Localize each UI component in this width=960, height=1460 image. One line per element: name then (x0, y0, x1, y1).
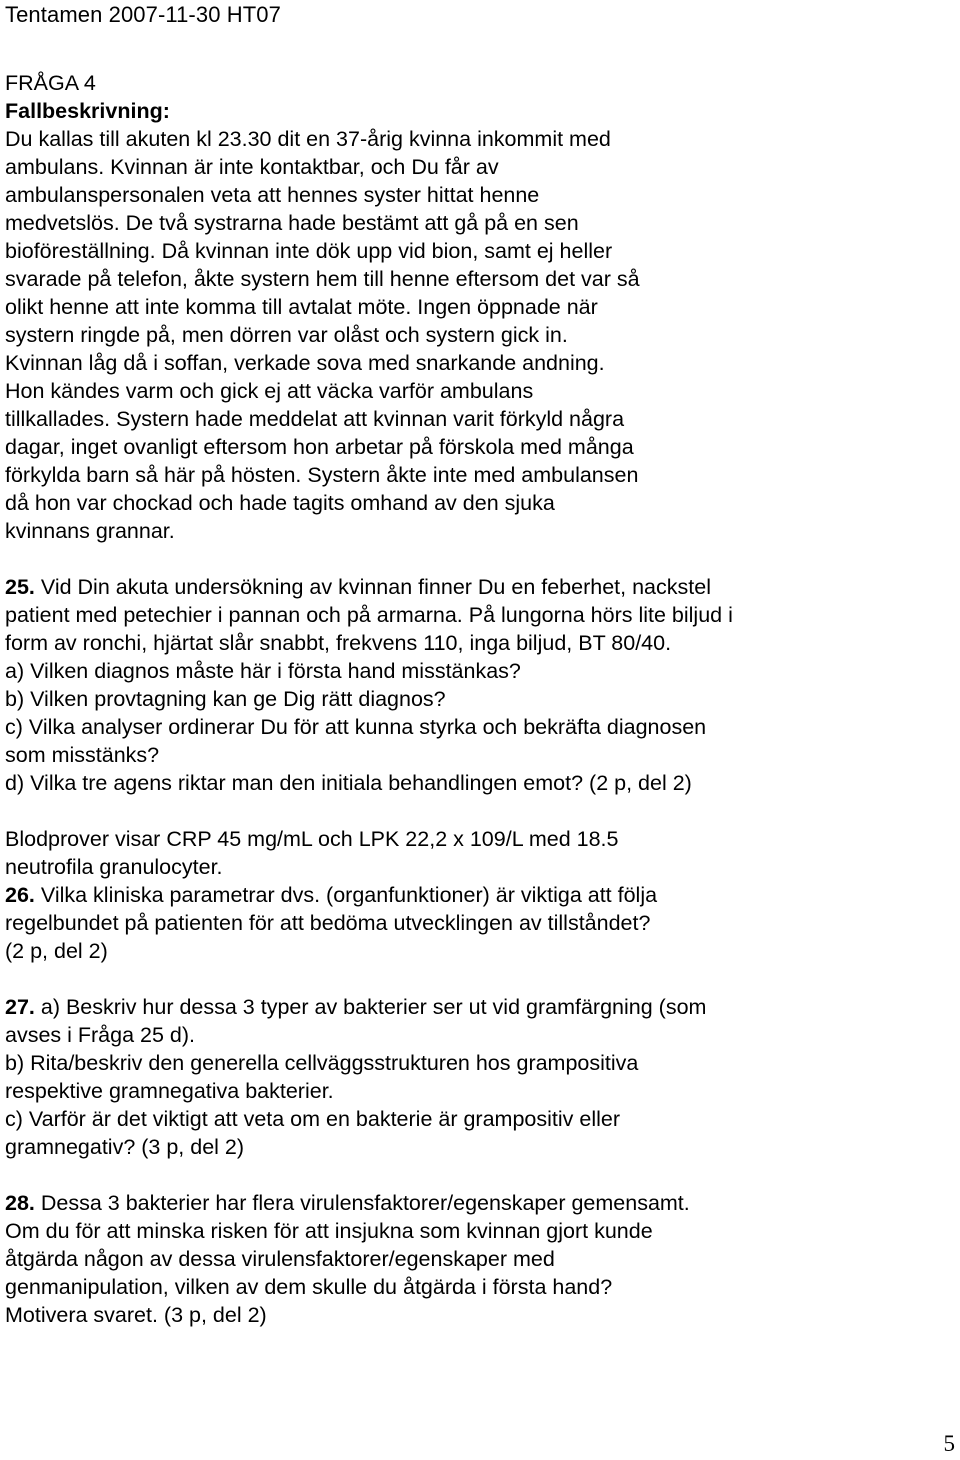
spacer (5, 1161, 945, 1189)
question-26-text: Vilka kliniska parametrar dvs. (organfunktioner) är viktiga att följa (34, 883, 658, 907)
spacer (5, 965, 945, 993)
case-line: ambulanspersonalen veta att hennes syster hittat henne (5, 183, 540, 207)
question-line: gramnegativ? (3 p, del 2) (5, 1135, 245, 1159)
question-line: respektive gramnegativa bakterier. (5, 1079, 334, 1103)
question-27-text: a) Beskriv hur dessa 3 typer av bakterier ser ut vid gramfärgning (som (34, 995, 707, 1019)
question-line: Om du för att minska risken för att insjukna som kvinnan gjort kunde (5, 1219, 653, 1243)
question-line: som misstänks? (5, 743, 160, 767)
question-27-first-line (5, 993, 945, 1021)
question-25 (5, 573, 945, 797)
spacer (5, 545, 945, 573)
case-heading (5, 97, 945, 125)
question-line: c) Vilka analyser ordinerar Du för att kunna styrka och bekräfta diagnosen (5, 715, 707, 739)
question-26-first-line (5, 881, 945, 909)
case-line: medvetslös. De två systrarna hade bestämt att gå på en sen (5, 211, 579, 235)
blood-line: neutrofila granulocyter. (5, 855, 223, 879)
question-28-first-line (5, 1189, 945, 1217)
case-line: bioföreställning. Då kvinnan inte dök upp vid bion, samt ej heller (5, 239, 613, 263)
question-26 (5, 881, 945, 965)
spacer (5, 797, 945, 825)
page-header: Tentamen 2007-11-30 HT07 (5, 2, 281, 27)
question-label: FRÅGA 4 (5, 71, 96, 95)
case-line: tillkallades. Systern hade meddelat att kvinnan varit förkyld några (5, 407, 625, 431)
case-line: då hon var chockad och hade tagits omhand av den sjuka (5, 491, 555, 515)
question-26-number: 26. (5, 883, 35, 907)
case-line: förkylda barn så här på hösten. Systern åkte inte med ambulansen (5, 463, 639, 487)
question-line: avses i Fråga 25 d). (5, 1023, 196, 1047)
question-28-text: Dessa 3 bakterier har flera virulensfaktorer/egenskaper gemensamt. (34, 1191, 690, 1215)
case-line: kvinnans grannar. (5, 519, 175, 543)
question-25-number: 25. (5, 575, 35, 599)
question-line: form av ronchi, hjärtat slår snabbt, frekvens 110, inga biljud, BT 80/40. (5, 631, 672, 655)
question-27 (5, 993, 945, 1161)
case-description (5, 125, 945, 545)
case-line: Hon kändes varm och gick ej att väcka varför ambulans (5, 379, 534, 403)
question-line: b) Rita/beskriv den generella cellväggsstrukturen hos grampositiva (5, 1051, 639, 1075)
question-28-number: 28. (5, 1191, 35, 1215)
question-line: (2 p, del 2) (5, 939, 108, 963)
question-line: a) Vilken diagnos måste här i första hand misstänkas? (5, 659, 521, 683)
question-line: b) Vilken provtagning kan ge Dig rätt diagnos? (5, 687, 446, 711)
question-28 (5, 1189, 945, 1329)
document-body (5, 69, 945, 1329)
case-line: Du kallas till akuten kl 23.30 dit en 37-årig kvinna inkommit med (5, 127, 611, 151)
question-line: regelbundet på patienten för att bedöma utvecklingen av tillståndet? (5, 911, 651, 935)
blood-results (5, 825, 945, 881)
question-25-text: Vid Din akuta undersökning av kvinnan finner Du en feberhet, nackstel (34, 575, 711, 599)
case-line: dagar, inget ovanligt eftersom hon arbetar på förskola med många (5, 435, 634, 459)
case-line: olikt henne att inte komma till avtalat möte. Ingen öppnade när (5, 295, 598, 319)
case-heading-text: Fallbeskrivning: (5, 99, 170, 123)
question-line: Motivera svaret. (3 p, del 2) (5, 1303, 267, 1327)
case-line: ambulans. Kvinnan är inte kontaktbar, och Du får av (5, 155, 499, 179)
page-number: 5 (943, 1431, 955, 1456)
question-line: patient med petechier i pannan och på armarna. På lungorna hörs lite biljud i (5, 603, 733, 627)
question-line: c) Varför är det viktigt att veta om en bakterie är grampositiv eller (5, 1107, 620, 1131)
question-25-first-line (5, 573, 945, 601)
question-line: åtgärda någon av dessa virulensfaktorer/egenskaper med (5, 1247, 555, 1271)
question-line: d) Vilka tre agens riktar man den initiala behandlingen emot? (2 p, del 2) (5, 771, 692, 795)
case-line: svarade på telefon, åkte systern hem till henne eftersom det var så (5, 267, 640, 291)
case-line: systern ringde på, men dörren var olåst och systern gick in. (5, 323, 568, 347)
case-line: Kvinnan låg då i soffan, verkade sova med snarkande andning. (5, 351, 605, 375)
question-27-number: 27. (5, 995, 35, 1019)
blood-line: Blodprover visar CRP 45 mg/mL och LPK 22,2 x 109/L med 18.5 (5, 827, 619, 851)
question-line: genmanipulation, vilken av dem skulle du åtgärda i första hand? (5, 1275, 613, 1299)
